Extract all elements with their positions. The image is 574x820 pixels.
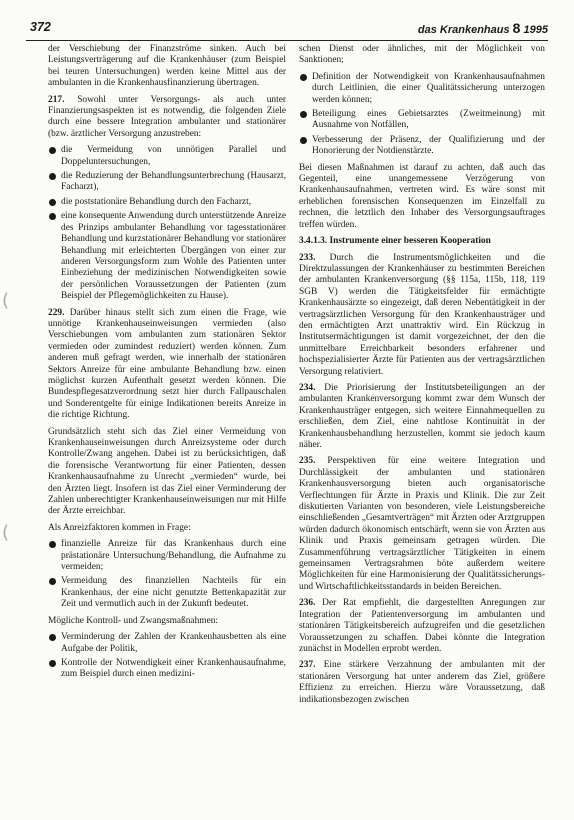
paragraph-number: 236. [299, 598, 316, 609]
list-item: Kontrolle der Notwendigkeit einer Krankenhausaufnahme, zum Beispiel durch einen medizini- [48, 658, 286, 681]
bullet-list [48, 632, 286, 681]
paragraph-234 [299, 383, 545, 451]
paragraph-number: 217. [48, 94, 65, 105]
list-item: Vermeidung des finanziellen Nachteils für ein Krankenhaus, der eine nicht genutzte Bettenkapazität zur Zeit und vermutlich auch in der Zukunft bedeutet. [48, 576, 286, 610]
issue-year: 1995 [523, 24, 548, 36]
list-item: finanzielle Anreize für das Krankenhaus durch eine prästationäre Untersuchung/Behandlung, die Aufnahme zu vermeiden; [48, 539, 286, 573]
paragraph-text: Der Rat empfiehlt, die dargestellten Anregungen zur Integration der Patientenversorgung im ambulanten und stationären Tätigkeitsbereich aufzugreifen und die gesetzlichen Voraussetzungen zu schaffen. Dabei könnte die Integration zunächst in Modellen erprobt werden. [299, 598, 546, 654]
paragraph: schen Dienst oder ähnliches, mit der Möglichkeit von Sanktionen; [299, 44, 545, 66]
margin-bracket-mark: ( [2, 522, 10, 543]
issue-number: 8 [512, 20, 521, 36]
paragraph: Mögliche Kontroll- und Zwangsmaßnahmen: [48, 615, 219, 626]
journal-name: das Krankenhaus [417, 24, 510, 36]
paragraph: der Verschiebung der Finanzströme sinken. Auch bei Leistungsverträgerung auf die Krankenhäuser (zum Beispiel bei teuren Untersuchungen) werden keine Mittel aus der ambulanten in die Krankenhausfinanzierung übertragen. [48, 44, 286, 89]
paragraph-237 [299, 660, 545, 706]
paragraph-217 [48, 95, 286, 141]
paragraph-229 [48, 308, 286, 422]
bullet-list [299, 72, 545, 158]
paragraph-233 [299, 253, 545, 378]
journal-title [418, 20, 548, 36]
margin-bracket-mark: ( [2, 290, 10, 311]
page-header [26, 18, 548, 41]
paragraph-text: Darüber hinaus stellt sich zum einen die Frage, wie unnötige Krankenhauseinweisungen vermieden (also Verschiebungen vom ambulanten zum stationären Sektor vermieden oder zumindest reduziert) werden können. Zum anderen muß gefragt werden, wie innerhalb der stationären Sektors Anreize für eine ambulante Behandlung bzw. einen möglichst kurzen Aufenthalt gesetzt werden können. Die Bundespflegesatzverordnung setzt hier durch Fallpauschalen und Sonderentgelte für einige Indikationen bereits Anreize in die richtige Richtung. [48, 307, 286, 421]
left-column [48, 44, 286, 686]
list-item: Verminderung der Zahlen der Krankenhausbetten als eine Aufgabe der Politik, [48, 632, 286, 655]
paragraph: Als Anreizfaktoren kommen in Frage: [48, 522, 191, 533]
paragraph-number: 233. [299, 252, 316, 263]
list-item: die poststationäre Behandlung durch den Facharzt, [48, 197, 286, 208]
list-item: Definition der Notwendigkeit von Krankenhausaufnahmen durch Leitlinien, die einer Qualitätssicherung unterzogen werden können; [299, 72, 545, 106]
paragraph-number: 235. [299, 456, 316, 467]
bullet-list [48, 145, 286, 302]
bullet-list [48, 539, 286, 610]
paragraph-text: Eine stärkere Verzahnung der ambulanten mit der stationären Versorgung hat unter anderem das Ziel, größere Effizienz zu erreichen. Hierzu wäre Voraussetzung, daß indikationsbezogen zwischen [299, 660, 545, 705]
list-item: eine konsequente Anwendung durch unterstützende Anreize des Prinzips ambulanter Behandlung vor tagesstationärer Behandlung und kurzstationärer Behandlung vor stationärer Behandlung mit erleichterten Übergängen von einer zur anderen Versorgungsform zum Wohle des Patienten unter Einbeziehung der medizinischen Notwendigkeiten sowie der persönlichen Voraussetzungen der Patienten (zum Beispiel der Pflegemöglichkeiten zu Hause). [48, 211, 286, 302]
paragraph-235 [299, 456, 545, 593]
page-number: 372 [30, 20, 51, 34]
list-item: die Reduzierung der Behandlungsunterbrechung (Hausarzt, Facharzt), [48, 171, 286, 194]
paragraph-number: 234. [299, 382, 316, 393]
paragraph-236 [299, 598, 545, 655]
paragraph-text: Perspektiven für eine weitere Integration und Durchlässigkeit der ambulanten und stationären Krankenhausversorgung bieten auch organisatorische Verflechtungen für Ärzte in Praxis und Klinik. Die zur Zeit diskutierten Varianten von besonderen, viele Leistungsbereiche einschließenden „Gesamtverträgen“ mit Ärzten oder Arztgruppen würden dadurch ökonomisch entschärft, wenn sie von Ärzten aus Klinik und Praxis gemeinsam getragen würden. Die Zusammenführung vertragsärztlicher Tätigkeiten in einem gemeinsamen Vertragsrahmen böte außerdem weitere Möglichkeiten für eine Harmonisierung der Qualitätssicherungs- und Wirtschaftlichkeitsstandards in beiden Bereichen. [299, 456, 546, 592]
paragraph-text: Sowohl unter Versorgungs- als auch unter Finanzierungsaspekten ist es notwendig, die folgenden Ziele durch eine bessere Integration ambulanter und stationärer (bzw. ärztlicher Versorgung anzustreben: [48, 94, 286, 139]
paragraph: Grundsätzlich steht sich das Ziel einer Vermeidung von Krankenhauseinweisungen durch Anreizsysteme oder durch Kontrolle/Zwang angehen. Dabei ist zu berücksichtigen, daß die forensische Verantwortung für einer Patienten, dessen Krankenhausaufnahme zu Unrecht „vermieden“ wurde, bei den Ärzten liegt. Insofern ist das Ziel einer Verminderung der Zahlen unberechtigter Krankenhauseinweisungen nur mit Hilfe der Ärzte erreichbar. [48, 426, 286, 517]
paragraph-text: Durch die Instrumentsmöglichkeiten und die Direktzulassungen der Krankenhäuser zu bestimmten Bereichen der ambulanten Krankenversorgung (§§ 115a, 115b, 118, 119 SGB V) werden die Tätigkeitsfelder für ermächtigte Krankenhausärzte so eingezeigt, daß deren Nebentätigkeit in der vertragsärztlichen Versorgung für den Krankenhausträger und den ermächtigten Arzt unattraktiv wird. Ein Rückzug in Institutsermächtigungen ist damit vorgezeichnet, der den die unmittelbare Erreichbarkeit besonders erfahrener und hochspezialisierter Ärzte für Patienten aus der vertragsärztlichen Versorgung relativiert. [299, 252, 546, 377]
right-column [299, 44, 545, 711]
list-item: die Vermeidung von unnötigen Parallel und Doppeluntersuchungen, [48, 145, 286, 168]
section-heading: 3.4.1.3. Instrumente einer besseren Kooperation [299, 236, 491, 247]
list-item: Beteiligung eines Gebietsarztes (Zweitmeinung) mit Ausnahme von Notfällen, [299, 109, 545, 132]
list-item: Verbesserung der Präsenz, der Qualifizierung und der Honorierung der Notdienstärzte. [299, 135, 545, 158]
paragraph-number: 237. [299, 660, 316, 671]
paragraph-text: Die Priorisierung der Institutsbeteiligungen an der ambulanten Krankenversorgung kommt zwar dem Wunsch der Krankenhausträger entgegen, sich weitere Einnahmequellen zu erschließen, dem Ziel, eine nahtlose Kontinuität in der Krankenhausbehandlung herzustellen, kommt sie jedoch kaum näher. [299, 382, 545, 450]
paragraph: Bei diesen Maßnahmen ist darauf zu achten, daß auch das Gegenteil, eine unangemessene Verzögerung von Krankenhausaufnahmen, vertreten wird. Es wäre sonst mit erheblichen forensischen Konsequenzen im Einzelfall zu rechnen, die letztlich den Inhaber des Versorgungsauftrages treffen würden. [299, 162, 545, 230]
paragraph-number: 229. [48, 307, 65, 318]
